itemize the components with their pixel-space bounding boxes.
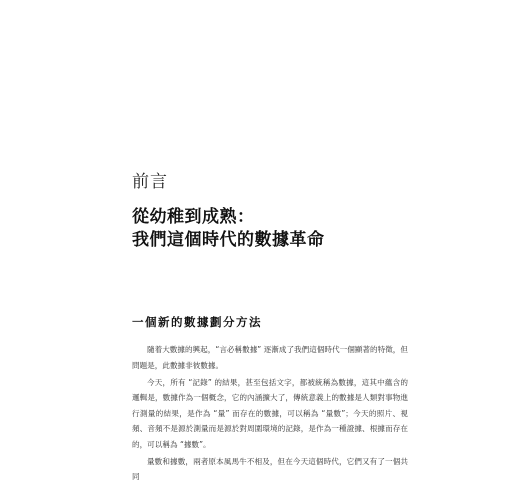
chapter-title-line-1: 從幼稚到成熟： [132, 207, 255, 227]
section-heading: 一個新的數據劃分方法 [132, 315, 262, 329]
chapter-title-line-2: 我們這個時代的數據革命 [132, 230, 325, 250]
paragraph-1: 隨着大數據的興起，“言必稱數據” 逐漸成了我們這個時代一個顯著的特徵，但問題是，此數據非彼數據。 [132, 345, 408, 370]
chapter-title [132, 206, 325, 252]
paragraph-3: 量數和據數，兩者原本風馬牛不相及，但在今天這個時代，它們又有了一個共同 [132, 456, 408, 481]
paragraph-2: 今天，所有 “記錄” 的結果，甚至包括文字，都被統稱為數據，這其中蘊含的邏輯是，數據作為一個概念，它的內涵擴大了，傳統意義上的數據是人類對事物進行測量的結果，是作為 “量” 而存在的數據，可以稱為 “量數”；今天的照片、視頻、音頻不是源於測量而是源於對周圍環境的記錄，是作為一種證據、根據而存在的，可以稱為 “據數”。 [132, 377, 408, 449]
body-text [132, 342, 408, 486]
preface-label: 前言 [132, 172, 168, 192]
